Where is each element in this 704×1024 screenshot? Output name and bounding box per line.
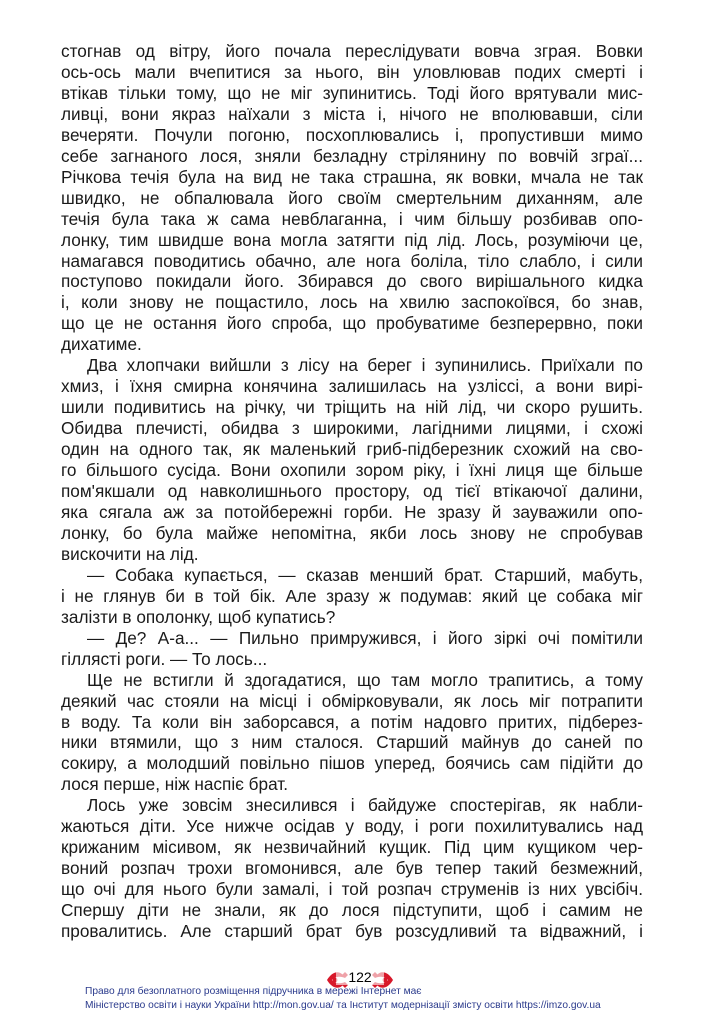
text-line: Два хлопчаки вийшли з лісу на берег і зупинились. Приїхали по (87, 355, 643, 376)
text-line: провалитись. Але старший брат був розсудливий та відважний, і (61, 921, 643, 942)
text-line: ники втямили, що з ним сталося. Старший майнув до саней по (61, 732, 643, 753)
text-line: жаються діти. Усе нижче осідав у воду, і роги похилитувались над (61, 816, 643, 837)
text-line: ось-ось мали вчепитися за нього, він уловлював подих смерті і (61, 61, 643, 82)
text-line: — Де? А-а... — Пильно примружився, і його зіркі очі помітили (87, 627, 643, 648)
text-line: хмиз, і їхня смирна конячина залишилась на узліссі, а вони вирі- (61, 376, 643, 397)
text-line: сокиру, а молодший повільно пішов уперед, боячись сам підійти до (61, 753, 643, 774)
text-line: що це не остання його спроба, що пробуватиме безперервно, поки (61, 313, 643, 334)
text-line: і, коли знову не пощастило, лось на хвилю заспокоївся, бо знав, (61, 292, 643, 313)
text-line: в воду. Та коли він заборсався, а потім надовго притих, підберез- (61, 711, 643, 732)
paragraph (61, 355, 643, 565)
text-line: залізти в ополонку, щоб купатись? (61, 606, 336, 627)
text-line: Обидва плечисті, обидва з широкими, лагідними лицями, і схожі (61, 418, 643, 439)
text-line: Ще не встигли й здогадатися, що там могло трапитись, а тому (87, 669, 643, 690)
paragraph (61, 670, 643, 796)
text-line: що очі для нього були замалі, і той розпач струменів із них увсібіч. (61, 879, 643, 900)
text-line: себе загнаного лося, зняли безладну стрілянину по вовчій зграї... (61, 145, 643, 166)
text-line: яка сягала аж за потойбережні горби. Не зразу й зауважили опо- (61, 501, 643, 522)
footer-rights-line: Право для безоплатного розміщення підручника в мережі Інтернет має (85, 986, 422, 997)
text-line: Річкова течія була на вид не така страшна, як вовки, мчала не так (61, 166, 643, 187)
text-line: намагався поводитись обачно, але нога боліла, тіло слабло, і сили (61, 250, 643, 271)
text-line: Спершу діти не знали, як до лося підступити, щоб і самим не (61, 900, 643, 921)
text-line: дихатиме. (61, 334, 142, 355)
text-line: шили подивитись на річку, чи тріщить на ній лід, чи скоро рушить. (61, 397, 643, 418)
page-number: 122 (336, 969, 384, 985)
paragraph (61, 795, 643, 942)
text-line: лося перше, ніж наспіє брат. (61, 774, 289, 795)
text-line: швидко, не обпалювала його своїм смертельним диханням, але (61, 187, 643, 208)
text-line: ливці, вони якраз наїхали з міста і, нічого не вполювавши, сіли (61, 103, 643, 124)
text-line: гіллясті роги. — То лось... (61, 648, 268, 669)
text-line: деякий час стояли на місці і обмірковували, як лось міг потрапити (61, 690, 643, 711)
text-line: втікав тільки тому, що не міг зупинитись. Тоді його врятували мис- (61, 82, 643, 103)
paragraph (61, 628, 643, 670)
text-line: стогнав од вітру, його почала переслідувати вовча зграя. Вовки (61, 41, 643, 61)
text-line: крижаним місивом, як незвичайний кущик. Під цим кущиком чер- (61, 837, 643, 858)
text-line: лонку, тим швидше вона могла затягти під лід. Лось, розуміючи це, (61, 229, 643, 250)
footer-ministry-line: Міністерство освіти і науки України http://mon.gov.ua/ та Інститут модернізації змісту освіти https://imzo.gov.ua (85, 1000, 601, 1011)
text-line: воний розпач трохи вгомонився, але був тепер такий безмежний, (61, 858, 643, 879)
text-line: один на одного так, як маленький гриб-підберезник схожий на сво- (61, 439, 643, 460)
text-line: течія була така ж сама невблаганна, і чим більшу розбивав опо- (61, 208, 643, 229)
text-line: вискочити на лід. (61, 543, 199, 564)
text-line: — Собака купається, — сказав менший брат. Старший, мабуть, (87, 564, 643, 585)
text-line: Лось уже зовсім знесилився і байдуже спостерігав, як набли- (87, 795, 643, 816)
text-line: вечеряти. Почули погоню, посхоплювались і, пропустивши мимо (61, 124, 643, 145)
text-line: поступово покидали його. Збирався до свого вирішального кидка (61, 271, 643, 292)
text-line: і не глянув би в той бік. Але зразу ж подумав: який це собака міг (61, 585, 643, 606)
text-line: пом'якшали од навколишнього простору, од тієї втікаючої далини, (61, 481, 643, 502)
paragraph (61, 41, 643, 355)
paragraph (61, 565, 643, 628)
text-body (61, 41, 643, 942)
text-line: го більшого сусіда. Вони охопили зором ріку, і їхні лиця ще більше (61, 460, 643, 481)
text-line: лонку, бо була майже непомітна, якби лось знову не спробував (61, 522, 643, 543)
